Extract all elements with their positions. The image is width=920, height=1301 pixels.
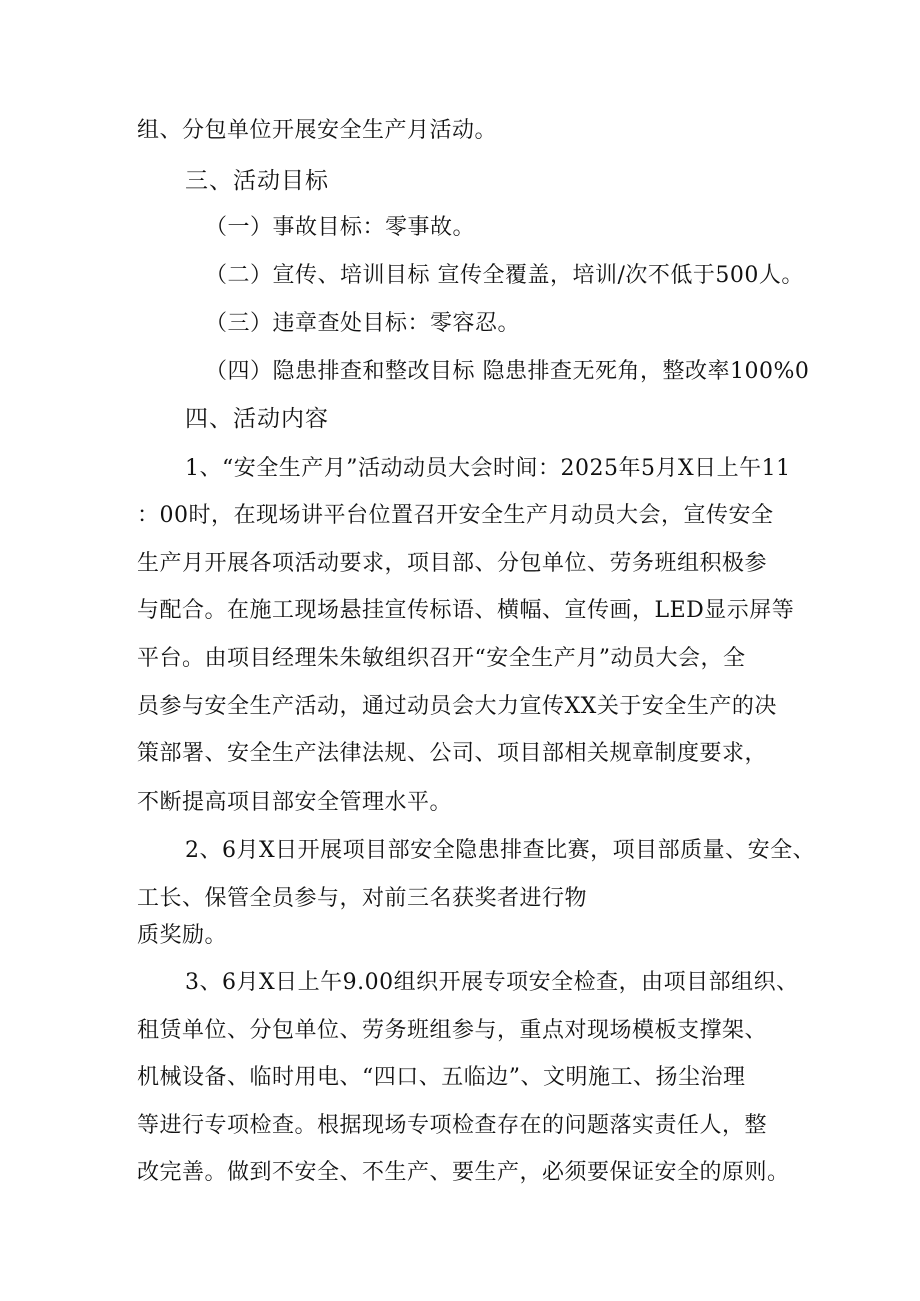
para3-line-3: 机械设备、临时用电、“四口、五临边”、文明施工、扬尘治理: [137, 1065, 746, 1090]
section3-heading: 三、活动目标: [185, 168, 329, 194]
para1-line-8: 不断提高项目部安全管理水平。: [137, 790, 453, 815]
para1-line-6: 员参与安全生产活动，通过动员会大力宣传XX关于安全生产的决: [137, 694, 777, 719]
goal-item-2: （二）宣传、培训目标 宣传全覆盖，培训/次不低于500人。: [205, 263, 804, 288]
para1-line-3: 生产月开展各项活动要求，项目部、分包单位、劳务班组积极参: [137, 551, 768, 576]
para1-line-7: 策部署、安全生产法律法规、公司、项目部相关规章制度要求，: [137, 741, 768, 766]
para3-line-4: 等进行专项检查。根据现场专项检查存在的问题落实责任人，整: [137, 1113, 768, 1138]
para2-line-3: 质奖励。: [137, 923, 228, 948]
para1-line-1: 1、“安全生产月”活动动员大会时间：2025年5月X日上午11: [185, 456, 791, 481]
goal-item-4: （四）隐患排查和整改目标 隐患排查无死角，整改率100%0: [205, 359, 810, 384]
para2-line-1: 2、6月X日开展项目部安全隐患排查比赛，项目部质量、安全、: [185, 838, 816, 863]
goal-item-3: （三）违章查处目标：零容忍。: [205, 311, 521, 336]
para3-line-5: 改完善。做到不安全、不生产、要生产，必须要保证安全的原则。: [137, 1160, 790, 1185]
para3-line-1: 3、6月X日上午9.00组织开展专项安全检查，由项目部组织、: [185, 970, 799, 995]
para2-line-2: 工长、保管全员参与，对前三名获奖者进行物: [137, 886, 588, 911]
para1-line-4: 与配合。在施工现场悬挂宣传标语、横幅、宣传画，LED显示屏等: [137, 598, 795, 623]
para1-line-2: ：00时，在现场讲平台位置召开安全生产月动员大会，宣传安全: [137, 503, 774, 528]
intro-line: 组、分包单位开展安全生产月活动。: [137, 118, 498, 143]
goal-item-1: （一）事故目标：零事故。: [205, 215, 476, 240]
para3-line-2: 租赁单位、分包单位、劳务班组参与，重点对现场模板支撑架、: [137, 1018, 768, 1043]
para1-line-5: 平台。由项目经理朱朱敏组织召开“安全生产月”动员大会，全: [137, 646, 746, 671]
section4-heading: 四、活动内容: [185, 406, 329, 432]
